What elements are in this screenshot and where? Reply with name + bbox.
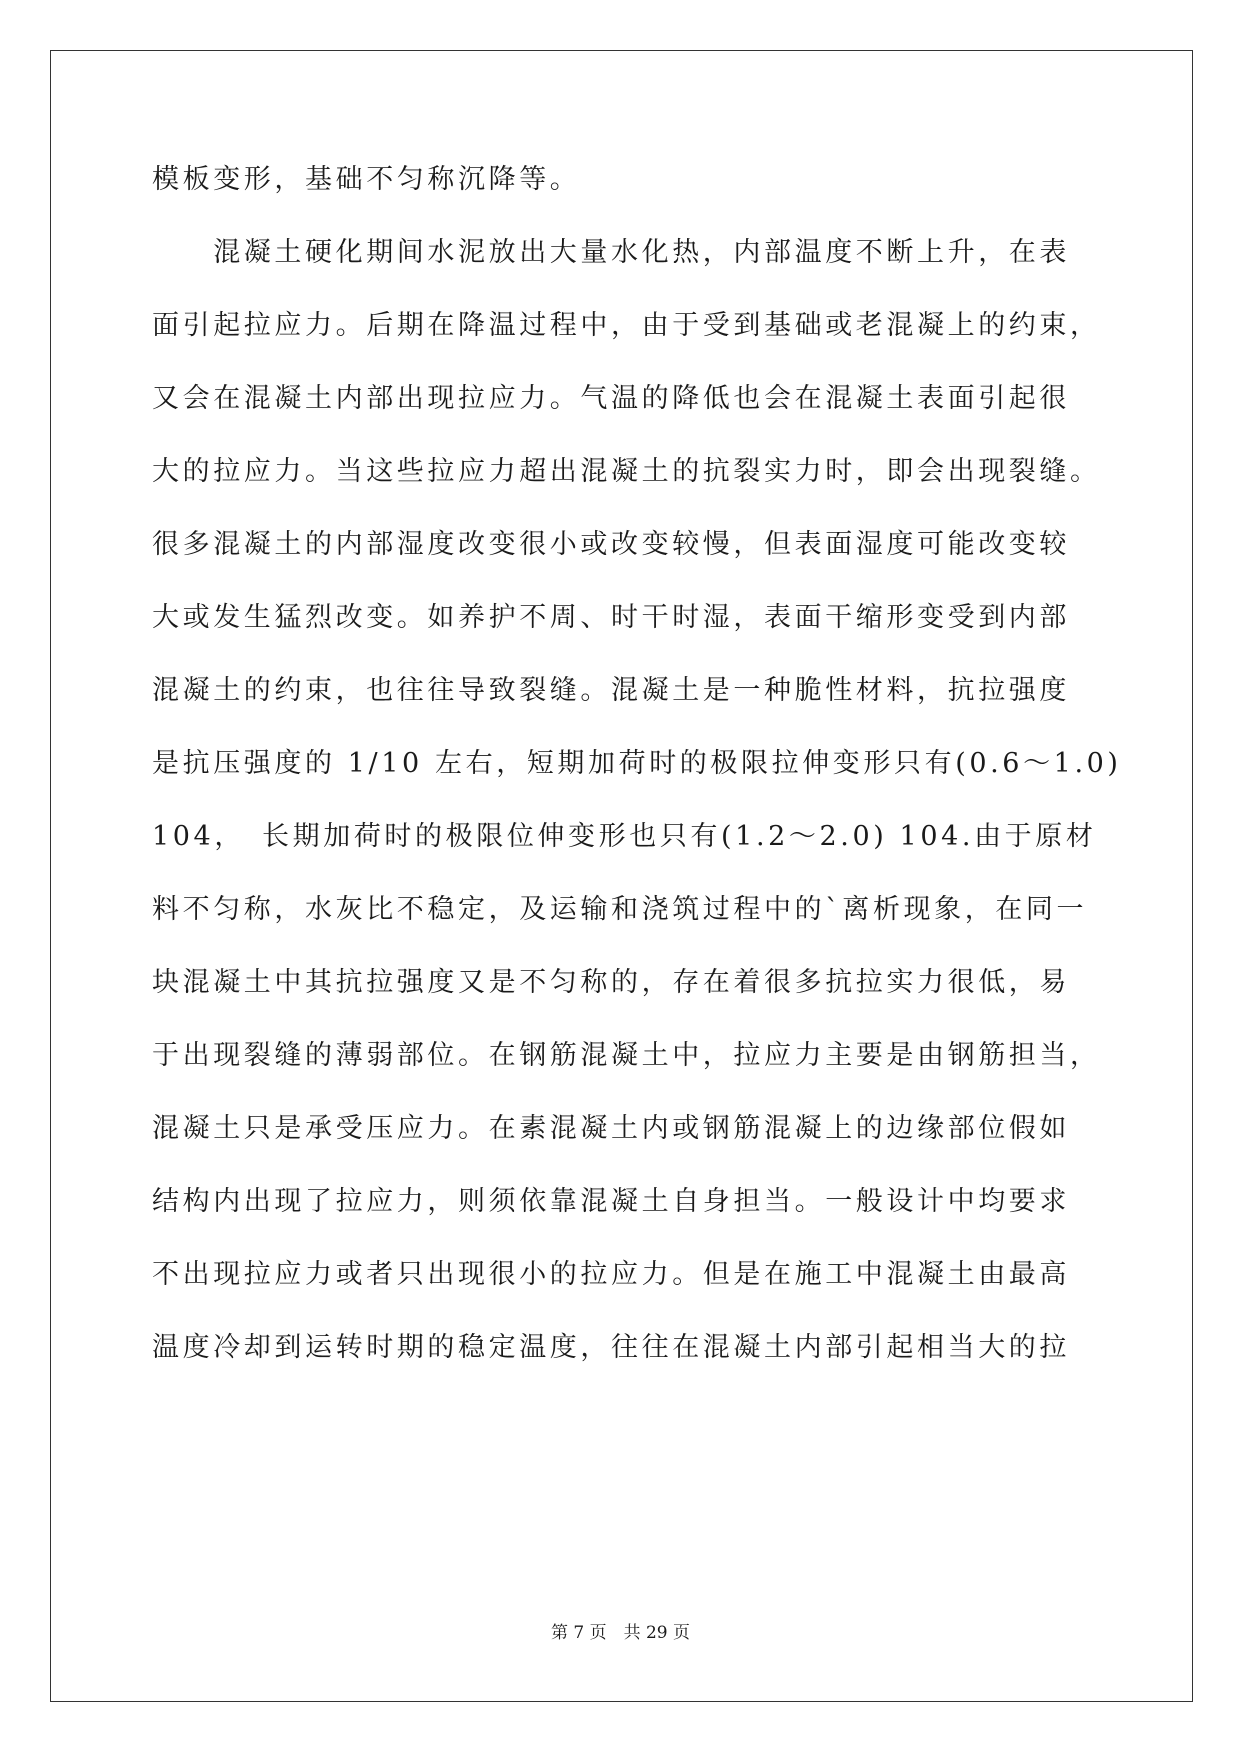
text-line: 是抗压强度的 1/10 左右，短期加荷时的极限拉伸变形只有(0.6～1.0)	[152, 748, 1122, 779]
text-line: 模板变形，基础不匀称沉降等。	[152, 164, 581, 195]
text-line: 大或发生猛烈改变。如养护不周、时干时湿，表面干缩形变受到内部	[152, 602, 1070, 633]
text-line: 温度冷却到运转时期的稳定温度，往往在混凝土内部引起相当大的拉	[152, 1332, 1070, 1363]
text-line: 混凝土只是承受压应力。在素混凝土内或钢筋混凝上的边缘部位假如	[152, 1113, 1070, 1144]
text-line: 块混凝土中其抗拉强度又是不匀称的，存在着很多抗拉实力很低，易	[152, 967, 1070, 998]
text-line: 于出现裂缝的薄弱部位。在钢筋混凝土中，拉应力主要是由钢筋担当，	[152, 1040, 1101, 1071]
text-line: 又会在混凝土内部出现拉应力。气温的降低也会在混凝土表面引起很	[152, 383, 1070, 414]
text-line: 结构内出现了拉应力，则须依靠混凝土自身担当。一般设计中均要求	[152, 1186, 1070, 1217]
text-line: 料不匀称，水灰比不稳定，及运输和浇筑过程中的`离析现象，在同一	[152, 894, 1088, 925]
page-border	[50, 50, 1193, 1702]
text-line: 104， 长期加荷时的极限位伸变形也只有(1.2～2.0) 104.由于原材	[152, 821, 1097, 852]
text-line: 很多混凝土的内部湿度改变很小或改变较慢，但表面湿度可能改变较	[152, 529, 1070, 560]
text-line: 混凝土的约束，也往往导致裂缝。混凝土是一种脆性材料，抗拉强度	[152, 675, 1070, 706]
text-line: 混凝土硬化期间水泥放出大量水化热，内部温度不断上升，在表	[152, 237, 1070, 268]
text-line: 面引起拉应力。后期在降温过程中，由于受到基础或老混凝上的约束，	[152, 310, 1101, 341]
text-line: 不出现拉应力或者只出现很小的拉应力。但是在施工中混凝土由最高	[152, 1259, 1070, 1290]
text-line: 大的拉应力。当这些拉应力超出混凝土的抗裂实力时，即会出现裂缝。	[152, 456, 1101, 487]
page-number-footer: 第 7 页 共 29 页	[550, 1623, 691, 1643]
